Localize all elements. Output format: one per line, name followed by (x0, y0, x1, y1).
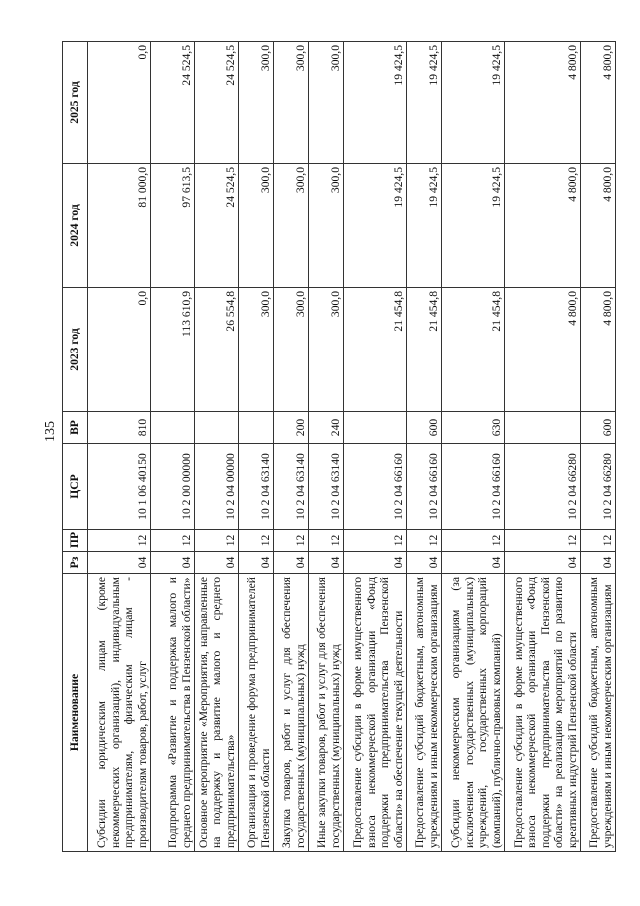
column-header-name: Наименование (63, 574, 88, 852)
row-2025: 19 424,5 (442, 42, 505, 164)
row-2023: 21 454,8 (442, 288, 505, 412)
column-header-2025: 2025 год (63, 42, 88, 164)
row-2024: 97 613,5 (151, 164, 195, 288)
row-name: Предоставление субсидии в форме имущественного взноса некоммерческой организации «Фонд поддержки предпринимательства Пензенской области» на обеспечение текущей деятельности (344, 574, 407, 852)
rotated-table-wrapper (62, 42, 614, 852)
row-2024: 19 424,5 (344, 164, 407, 288)
row-pr: 12 (274, 530, 309, 552)
row-2025: 4 800,0 (505, 42, 581, 164)
row-2024: 4 800,0 (581, 164, 616, 288)
row-csr: 10 2 04 66160 (344, 444, 407, 530)
row-name: Предоставление субсидий бюджетным, автономным учреждениям и иным некоммерческим организациям (407, 574, 442, 852)
row-rz: 04 (239, 552, 274, 574)
row-2024: 4 800,0 (505, 164, 581, 288)
row-vr: 200 (274, 412, 309, 444)
row-pr: 12 (505, 530, 581, 552)
row-vr (239, 412, 274, 444)
row-name: Предоставление субсидий бюджетным, автономным учреждениям и иным некоммерческим организациям (581, 574, 616, 852)
table-row (581, 42, 616, 852)
row-csr: 10 2 04 00000 (195, 444, 239, 530)
column-header-2024: 2024 год (63, 164, 88, 288)
row-rz: 04 (344, 552, 407, 574)
row-csr: 10 2 04 63140 (274, 444, 309, 530)
row-name: Предоставление субсидии в форме имущественного взноса некоммерческой организации «Фонд поддержки предпринимательства Пензенской области» на реализацию мероприятий по развитию креативных индустрий Пензенской области (505, 574, 581, 852)
row-2025: 19 424,5 (344, 42, 407, 164)
row-pr: 12 (309, 530, 344, 552)
row-pr: 12 (195, 530, 239, 552)
row-vr (344, 412, 407, 444)
table-row (88, 42, 151, 852)
row-pr: 12 (239, 530, 274, 552)
table-row (309, 42, 344, 852)
row-name: Субсидии юридическим лицам (кроме некоммерческих организаций), индивидуальным предпринимателям, физическим лицам - производителям товаров, работ, услуг (88, 574, 151, 852)
table-row (151, 42, 195, 852)
row-pr: 12 (88, 530, 151, 552)
row-vr (151, 412, 195, 444)
row-name: Основное мероприятие «Мероприятия, направленные на поддержку и развитие малого и среднего предпринимательства» (195, 574, 239, 852)
row-2023: 300,0 (309, 288, 344, 412)
row-vr: 600 (407, 412, 442, 444)
row-pr: 12 (442, 530, 505, 552)
table-row (195, 42, 239, 852)
page-number: 135 (43, 421, 58, 442)
row-2024: 19 424,5 (442, 164, 505, 288)
row-2023: 21 454,8 (344, 288, 407, 412)
row-2025: 24 524,5 (195, 42, 239, 164)
row-csr: 10 1 06 40150 (88, 444, 151, 530)
row-name: Субсидии некоммерческим организациям (за исключением государственных (муниципальных) учреждений, государственных корпораций (компаний), публично-правовых компаний) (442, 574, 505, 852)
row-pr: 12 (344, 530, 407, 552)
row-name: Подпрограмма «Развитие и поддержка малого и среднего предпринимательства в Пензенской области» (151, 574, 195, 852)
row-2023: 300,0 (239, 288, 274, 412)
table-row (505, 42, 581, 852)
row-rz: 04 (274, 552, 309, 574)
row-name: Организация и проведение форума предпринимателей Пензенской области (239, 574, 274, 852)
table-header-row (63, 42, 88, 852)
table-row (344, 42, 407, 852)
row-2024: 300,0 (274, 164, 309, 288)
row-name: Закупка товаров, работ и услуг для обеспечения государственных (муниципальных) нужд (274, 574, 309, 852)
row-vr: 600 (581, 412, 616, 444)
row-2025: 300,0 (274, 42, 309, 164)
row-2024: 81 000,0 (88, 164, 151, 288)
row-2023: 0,0 (88, 288, 151, 412)
row-csr: 10 2 00 00000 (151, 444, 195, 530)
row-2025: 4 800,0 (581, 42, 616, 164)
row-name: Иные закупки товаров, работ и услуг для обеспечения государственных (муниципальных) нужд (309, 574, 344, 852)
row-csr: 10 2 04 66160 (407, 444, 442, 530)
row-2023: 4 800,0 (505, 288, 581, 412)
table-row (407, 42, 442, 852)
row-rz: 04 (309, 552, 344, 574)
row-2025: 0,0 (88, 42, 151, 164)
row-2024: 24 524,5 (195, 164, 239, 288)
budget-table (62, 41, 616, 852)
column-header-2023: 2023 год (63, 288, 88, 412)
column-header-csr: ЦСР (63, 444, 88, 530)
row-rz: 04 (195, 552, 239, 574)
row-rz: 04 (88, 552, 151, 574)
row-rz: 04 (407, 552, 442, 574)
row-2023: 300,0 (274, 288, 309, 412)
row-pr: 12 (407, 530, 442, 552)
row-2023: 113 610,9 (151, 288, 195, 412)
row-rz: 04 (505, 552, 581, 574)
column-header-pr: ПР (63, 530, 88, 552)
row-csr: 10 2 04 63140 (309, 444, 344, 530)
column-header-vr: ВР (63, 412, 88, 444)
row-2025: 300,0 (309, 42, 344, 164)
table-row (239, 42, 274, 852)
table-row (442, 42, 505, 852)
row-2025: 300,0 (239, 42, 274, 164)
row-csr: 10 2 04 66280 (505, 444, 581, 530)
column-header-rz: Рз (63, 552, 88, 574)
row-vr (195, 412, 239, 444)
row-csr: 10 2 04 66160 (442, 444, 505, 530)
row-2025: 19 424,5 (407, 42, 442, 164)
row-2024: 300,0 (239, 164, 274, 288)
row-2024: 300,0 (309, 164, 344, 288)
row-vr: 240 (309, 412, 344, 444)
row-rz: 04 (442, 552, 505, 574)
row-2023: 26 554,8 (195, 288, 239, 412)
row-pr: 12 (151, 530, 195, 552)
row-csr: 10 2 04 63140 (239, 444, 274, 530)
row-2023: 21 454,8 (407, 288, 442, 412)
row-csr: 10 2 04 66280 (581, 444, 616, 530)
table-row (274, 42, 309, 852)
row-vr: 630 (442, 412, 505, 444)
row-rz: 04 (581, 552, 616, 574)
row-vr: 810 (88, 412, 151, 444)
row-2025: 24 524,5 (151, 42, 195, 164)
row-2024: 19 424,5 (407, 164, 442, 288)
row-rz: 04 (151, 552, 195, 574)
row-2023: 4 800,0 (581, 288, 616, 412)
row-pr: 12 (581, 530, 616, 552)
row-vr (505, 412, 581, 444)
